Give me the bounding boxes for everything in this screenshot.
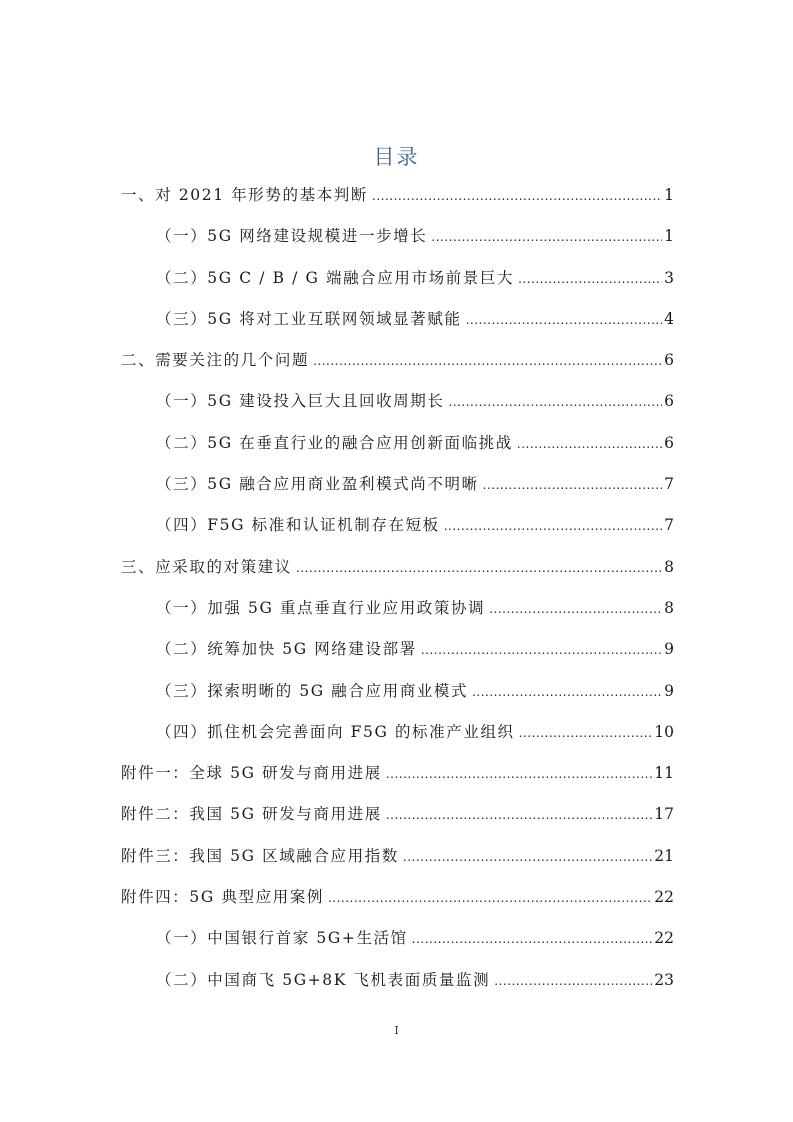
toc-dot-leader bbox=[517, 431, 662, 457]
toc-entry-page-number: 6 bbox=[664, 351, 674, 370]
toc-title: 目录 bbox=[373, 145, 420, 169]
toc-dot-leader bbox=[519, 720, 653, 746]
toc-entry[interactable] bbox=[121, 595, 674, 636]
toc-entry[interactable] bbox=[121, 967, 674, 1008]
toc-dot-leader bbox=[403, 844, 652, 870]
toc-entry[interactable] bbox=[121, 471, 674, 512]
toc-entry-page-number: 11 bbox=[654, 764, 674, 783]
toc-entry[interactable] bbox=[121, 182, 674, 223]
toc-entry-label: （二）5G 在垂直行业的融合应用创新面临挑战 bbox=[156, 433, 513, 452]
toc-entry[interactable] bbox=[121, 636, 674, 677]
toc-dot-leader bbox=[489, 596, 662, 622]
toc-entry-page-number: 9 bbox=[664, 681, 674, 700]
toc-entry[interactable] bbox=[121, 678, 674, 719]
toc-entry-label: 附件四：5G 典型应用案例 bbox=[121, 888, 324, 907]
toc-entry[interactable] bbox=[121, 306, 674, 347]
toc-entry[interactable] bbox=[121, 760, 674, 801]
toc-entry-page-number: 7 bbox=[664, 516, 674, 535]
toc-dot-leader bbox=[296, 555, 662, 581]
toc-entry[interactable] bbox=[121, 388, 674, 429]
toc-entry-label: （三）5G 融合应用商业盈利模式尚不明晰 bbox=[156, 475, 479, 494]
toc-entry-label: 二、需要关注的几个问题 bbox=[121, 351, 310, 370]
toc-entry[interactable] bbox=[121, 554, 674, 595]
toc-dot-leader bbox=[386, 761, 652, 787]
toc-entry-page-number: 3 bbox=[664, 268, 674, 287]
toc-entry-page-number: 4 bbox=[664, 309, 674, 328]
toc-entry-label: 三、应采取的对策建议 bbox=[121, 557, 293, 576]
toc-entry-label: 附件一：全球 5G 研发与商用进展 bbox=[121, 764, 382, 783]
toc-entry[interactable] bbox=[121, 843, 674, 884]
toc-entry[interactable] bbox=[121, 430, 674, 471]
toc-entry-page-number: 7 bbox=[664, 475, 674, 494]
toc-dot-leader bbox=[444, 513, 662, 539]
toc-entry-label: 一、对 2021 年形势的基本判断 bbox=[121, 186, 369, 204]
toc-dot-leader bbox=[328, 885, 652, 911]
toc-dot-leader bbox=[372, 183, 662, 209]
toc-entry-page-number: 8 bbox=[664, 598, 674, 617]
toc-list bbox=[121, 182, 674, 1008]
toc-entry-page-number: 21 bbox=[654, 846, 674, 865]
toc-entry[interactable] bbox=[121, 884, 674, 925]
toc-entry-page-number: 10 bbox=[654, 722, 674, 741]
toc-dot-leader bbox=[386, 802, 652, 828]
toc-dot-leader bbox=[313, 348, 662, 374]
toc-entry[interactable] bbox=[121, 512, 674, 553]
toc-dot-leader bbox=[431, 224, 662, 250]
toc-entry-page-number: 9 bbox=[664, 640, 674, 659]
toc-dot-leader bbox=[412, 926, 653, 952]
toc-dot-leader bbox=[448, 389, 662, 415]
toc-entry-page-number: 6 bbox=[664, 392, 674, 411]
toc-entry-page-number: 22 bbox=[654, 888, 674, 907]
toc-entry[interactable] bbox=[121, 347, 674, 388]
toc-entry-page-number: 1 bbox=[664, 227, 674, 246]
page-number-footer: I bbox=[394, 1024, 399, 1037]
toc-entry[interactable] bbox=[121, 265, 674, 306]
toc-entry[interactable] bbox=[121, 719, 674, 760]
toc-dot-leader bbox=[518, 266, 662, 292]
toc-entry[interactable] bbox=[121, 223, 674, 264]
toc-entry-page-number: 6 bbox=[664, 433, 674, 452]
toc-entry-label: （四）抓住机会完善面向 F5G 的标准产业组织 bbox=[156, 722, 515, 741]
toc-entry-page-number: 8 bbox=[664, 557, 674, 576]
toc-entry-label: （三）5G 将对工业互联网领域显著赋能 bbox=[156, 309, 462, 328]
toc-entry-label: （二）统筹加快 5G 网络建设部署 bbox=[156, 640, 417, 659]
toc-dot-leader bbox=[421, 637, 662, 663]
toc-entry-label: 附件三：我国 5G 区域融合应用指数 bbox=[121, 846, 399, 865]
toc-entry-label: （二）中国商飞 5G+8K 飞机表面质量监测 bbox=[156, 970, 491, 989]
toc-entry-label: （二）5G C / B / G 端融合应用市场前景巨大 bbox=[156, 268, 515, 287]
toc-dot-leader bbox=[466, 307, 663, 333]
toc-dot-leader bbox=[472, 679, 662, 705]
toc-entry[interactable] bbox=[121, 925, 674, 966]
toc-entry[interactable] bbox=[121, 801, 674, 842]
toc-entry-page-number: 17 bbox=[654, 805, 674, 824]
toc-entry-page-number: 23 bbox=[654, 970, 674, 989]
toc-entry-label: （一）加强 5G 重点垂直行业应用政策协调 bbox=[156, 598, 486, 617]
toc-dot-leader bbox=[494, 968, 652, 994]
toc-entry-label: （四）F5G 标准和认证机制存在短板 bbox=[156, 516, 440, 535]
toc-entry-label: （一）中国银行首家 5G+生活馆 bbox=[156, 929, 408, 948]
toc-entry-label: （一）5G 建设投入巨大且回收周期长 bbox=[156, 392, 445, 411]
toc-entry-label: 附件二：我国 5G 研发与商用进展 bbox=[121, 805, 382, 824]
toc-entry-label: （一）5G 网络建设规模进一步增长 bbox=[156, 227, 428, 246]
toc-entry-page-number: 1 bbox=[664, 186, 674, 204]
toc-dot-leader bbox=[483, 472, 662, 498]
toc-entry-page-number: 22 bbox=[654, 929, 674, 948]
toc-entry-label: （三）探索明晰的 5G 融合应用商业模式 bbox=[156, 681, 469, 700]
